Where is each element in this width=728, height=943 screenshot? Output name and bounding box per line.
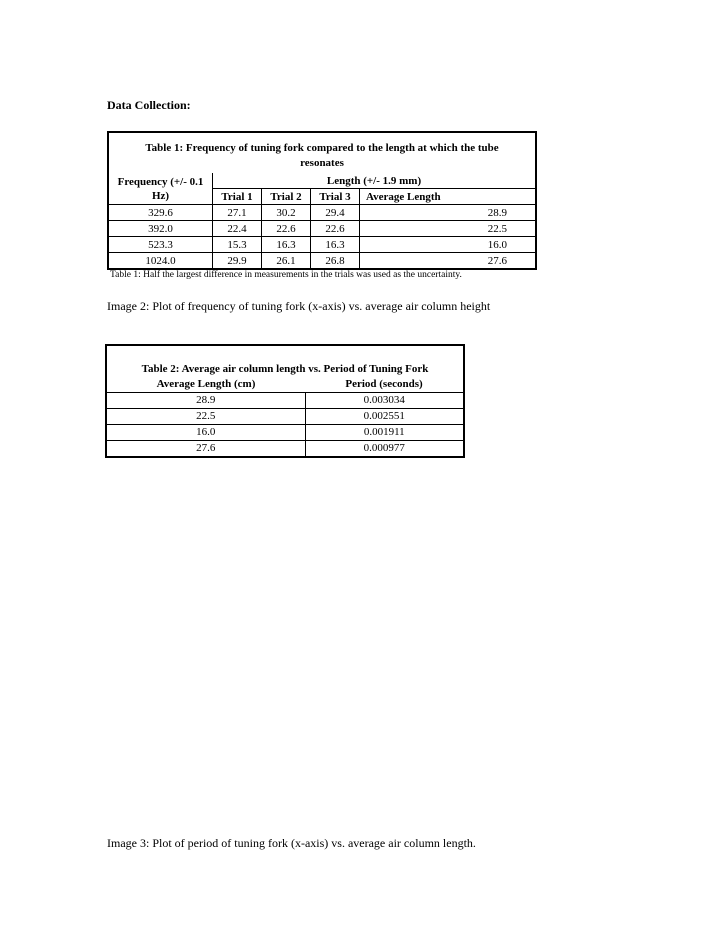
image-2-caption: Image 2: Plot of frequency of tuning fork (x-axis) vs. average air column height [107,299,491,313]
table-cell: 1024.0 [108,253,213,270]
table-cell: 16.3 [262,237,311,253]
table-cell: 27.6 [360,253,537,270]
table-cell: 16.0 [106,425,305,441]
table-cell: 22.5 [106,409,305,425]
table-row [106,409,464,425]
frequency-header: Frequency (+/- 0.1 Hz) [108,173,213,205]
table-cell: 0.001911 [305,425,464,441]
table-row [106,425,464,441]
table-cell: 392.0 [108,221,213,237]
trial-1-header: Trial 1 [213,189,262,205]
table-row [108,205,536,221]
trial-3-header: Trial 3 [311,189,360,205]
table-cell: 22.6 [311,221,360,237]
table-1-note: Table 1: Half the largest difference in measurements in the trials was used as the uncertainty. [110,270,462,280]
image-3-caption: Image 3: Plot of period of tuning fork (x-axis) vs. average air column length. [107,836,476,850]
table-cell: 0.000977 [305,441,464,458]
table-cell: 27.6 [106,441,305,458]
table-cell: 30.2 [262,205,311,221]
table-cell: 0.002551 [305,409,464,425]
section-heading: Data Collection: [107,98,191,112]
table-cell: 22.4 [213,221,262,237]
table-2 [105,344,465,458]
trial-2-header: Trial 2 [262,189,311,205]
period-header: Period (seconds) [345,378,423,390]
table-cell: 523.3 [108,237,213,253]
table-1-caption: Table 1: Frequency of tuning fork compared to the length at which the tube resonates [145,142,499,169]
table-cell: 15.3 [213,237,262,253]
table-cell: 29.4 [311,205,360,221]
table-cell: 16.3 [311,237,360,253]
table-cell: 28.9 [106,393,305,409]
length-header: Length (+/- 1.9 mm) [213,173,537,189]
table-row [106,441,464,458]
table-row [106,393,464,409]
table-row [108,253,536,270]
table-cell: 329.6 [108,205,213,221]
average-length-header: Average Length (cm) [156,378,256,390]
table-cell: 27.1 [213,205,262,221]
table-cell: 28.9 [360,205,537,221]
table-row [108,221,536,237]
table-cell: 22.6 [262,221,311,237]
table-cell: 16.0 [360,237,537,253]
table-2-caption: Table 2: Average air column length vs. Period of Tuning Fork [141,363,429,375]
table-row [108,237,536,253]
table-1 [107,131,537,270]
table-cell: 26.1 [262,253,311,270]
table-cell: 29.9 [213,253,262,270]
average-length-header: Average Length [366,190,441,203]
table-cell: 26.8 [311,253,360,270]
table-cell: 0.003034 [305,393,464,409]
table-cell: 22.5 [360,221,537,237]
